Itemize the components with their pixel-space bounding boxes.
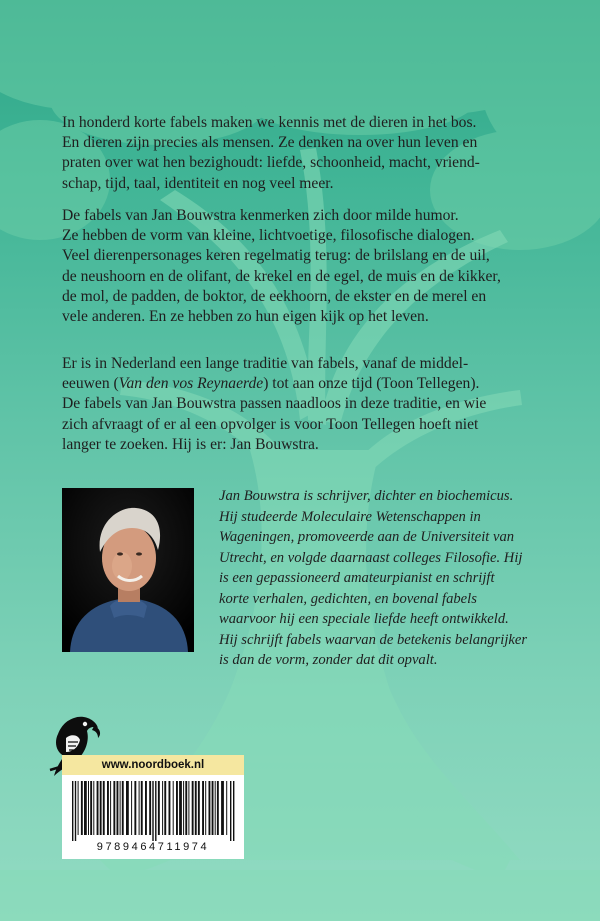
barcode-bar bbox=[126, 781, 129, 835]
isbn-number: 9789464711974 bbox=[96, 841, 210, 853]
barcode-icon bbox=[70, 781, 236, 841]
barcode-bar bbox=[139, 781, 140, 835]
barcode-bar bbox=[226, 781, 227, 835]
barcode-bar bbox=[164, 781, 166, 835]
intro-paragraph-2 bbox=[62, 206, 542, 327]
text-line: De fabels van Jan Bouwstra kenmerken zich door milde humor. bbox=[62, 207, 459, 224]
barcode-bar bbox=[84, 781, 87, 835]
barcode-bar bbox=[88, 781, 89, 835]
bio-line: korte verhalen, gedichten, en bovenal fabels bbox=[219, 590, 477, 607]
barcode-bar bbox=[78, 781, 79, 835]
barcode-bar bbox=[176, 781, 178, 835]
text-fragment: ) tot aan onze tijd (Toon Tellegen). bbox=[263, 375, 480, 393]
barcode-bar bbox=[179, 781, 182, 835]
text-line: Er is in Nederland een lange traditie van fabels, vanaf de middel- bbox=[62, 355, 469, 372]
barcode-bar bbox=[72, 781, 73, 841]
barcode-bar bbox=[75, 781, 76, 841]
bio-line: Utrecht, en volgde daarnaast colleges Filosofie. Hij bbox=[219, 549, 523, 566]
barcode-bar bbox=[205, 781, 206, 835]
bio-line: Hij studeerde Moleculaire Wetenschappen in bbox=[219, 508, 481, 525]
barcode-bar bbox=[152, 781, 153, 841]
barcode-bar bbox=[169, 781, 171, 835]
text-line: vele anderen. En ze hebben zo hun eigen kijk op het leven. bbox=[62, 308, 429, 326]
barcode-bar bbox=[183, 781, 184, 835]
barcode-bar bbox=[131, 781, 132, 835]
barcode-bar bbox=[198, 781, 200, 835]
barcode-bar bbox=[192, 781, 194, 835]
barcode-bar bbox=[90, 781, 92, 835]
barcode-bar bbox=[155, 781, 156, 841]
text-line bbox=[62, 374, 542, 394]
barcode-bar bbox=[215, 781, 216, 835]
barcode-bar bbox=[141, 781, 143, 835]
barcode-bar bbox=[120, 781, 121, 835]
barcode-bar bbox=[195, 781, 197, 835]
barcode-bar bbox=[188, 781, 189, 835]
bio-line: waarvoor hij een speciale liefde heeft ontwikkeld. bbox=[219, 611, 509, 627]
bio-line: Hij schrijft fabels waarvan de betekenis belangrijker bbox=[219, 631, 528, 648]
bio-line: Wageningen, promoveerde aan de Universiteit van bbox=[219, 529, 515, 545]
barcode-bar bbox=[217, 781, 219, 835]
text-line: praten over wat hen bezighoudt: liefde, schoonheid, macht, vriend- bbox=[62, 154, 480, 172]
text-fragment: eeuwen ( bbox=[62, 375, 119, 393]
barcode-bar bbox=[149, 781, 151, 835]
text-line: de mol, de padden, de boktor, de eekhoorn, de ekster en de merel en bbox=[62, 287, 487, 305]
barcode-bar bbox=[230, 781, 231, 841]
reynaerde-title: Van den vos Reynaerde bbox=[118, 375, 264, 393]
bio-line: is een gepassioneerd amateurpianist en schrijft bbox=[219, 570, 495, 586]
author-bio bbox=[219, 486, 527, 671]
text-line: En dieren zijn precies als mensen. Ze denken na over hun leven en bbox=[62, 134, 478, 152]
text-line: zich afvraagt of er al een opvolger is voor Toon Tellegen hoeft niet bbox=[62, 415, 479, 433]
text-line: De fabels van Jan Bouwstra passen naadloos in deze traditie, en wie bbox=[62, 395, 487, 413]
barcode-bar bbox=[103, 781, 105, 835]
text-line: Ze hebben de vorm van kleine, lichtvoetige, filosofische dialogen. bbox=[62, 227, 475, 245]
barcode-bar bbox=[100, 781, 102, 835]
barcode-bar bbox=[202, 781, 204, 835]
barcode-bar bbox=[113, 781, 115, 835]
barcode-bar bbox=[134, 781, 136, 835]
text-line: Veel dierenpersonages keren regelmatig terug: de brilslang en de uil, bbox=[62, 247, 490, 265]
intro-paragraph-1 bbox=[62, 113, 542, 194]
text-line: In honderd korte fabels maken we kennis met de dieren in het bos. bbox=[62, 114, 477, 131]
bio-line: Jan Bouwstra is schrijver, dichter en biochemicus. bbox=[219, 488, 514, 504]
barcode-bar bbox=[81, 781, 83, 835]
barcode-bar bbox=[93, 781, 94, 835]
publisher-url[interactable]: www.noordboek.nl bbox=[101, 759, 205, 771]
intro-paragraph-3 bbox=[62, 354, 542, 455]
barcode-bar bbox=[162, 781, 163, 835]
barcode-bar bbox=[233, 781, 234, 841]
text-line: de neushoorn en de olifant, de krekel en de egel, de muis en de kikker, bbox=[62, 267, 501, 285]
barcode-bar bbox=[97, 781, 99, 835]
barcode-bar bbox=[158, 781, 160, 835]
bio-line: is dan de vorm, zonder dat dit opvalt. bbox=[219, 652, 438, 668]
barcode-bar bbox=[209, 781, 211, 835]
barcode-bar bbox=[212, 781, 214, 835]
author-photo bbox=[62, 488, 194, 652]
text-line: langer te zoeken. Hij is er: Jan Bouwstra. bbox=[62, 435, 319, 453]
barcode-area bbox=[62, 775, 244, 859]
barcode-bar bbox=[110, 781, 111, 835]
publisher-url-band bbox=[62, 755, 244, 775]
barcode-bar bbox=[145, 781, 147, 835]
barcode-bar bbox=[117, 781, 119, 835]
barcode-bar bbox=[107, 781, 109, 835]
barcode-bar bbox=[173, 781, 174, 835]
barcode-bar bbox=[221, 781, 224, 835]
text-line: schap, tijd, taal, identiteit en nog veel meer. bbox=[62, 174, 334, 192]
barcode-bar bbox=[122, 781, 124, 835]
barcode-bar bbox=[185, 781, 187, 835]
